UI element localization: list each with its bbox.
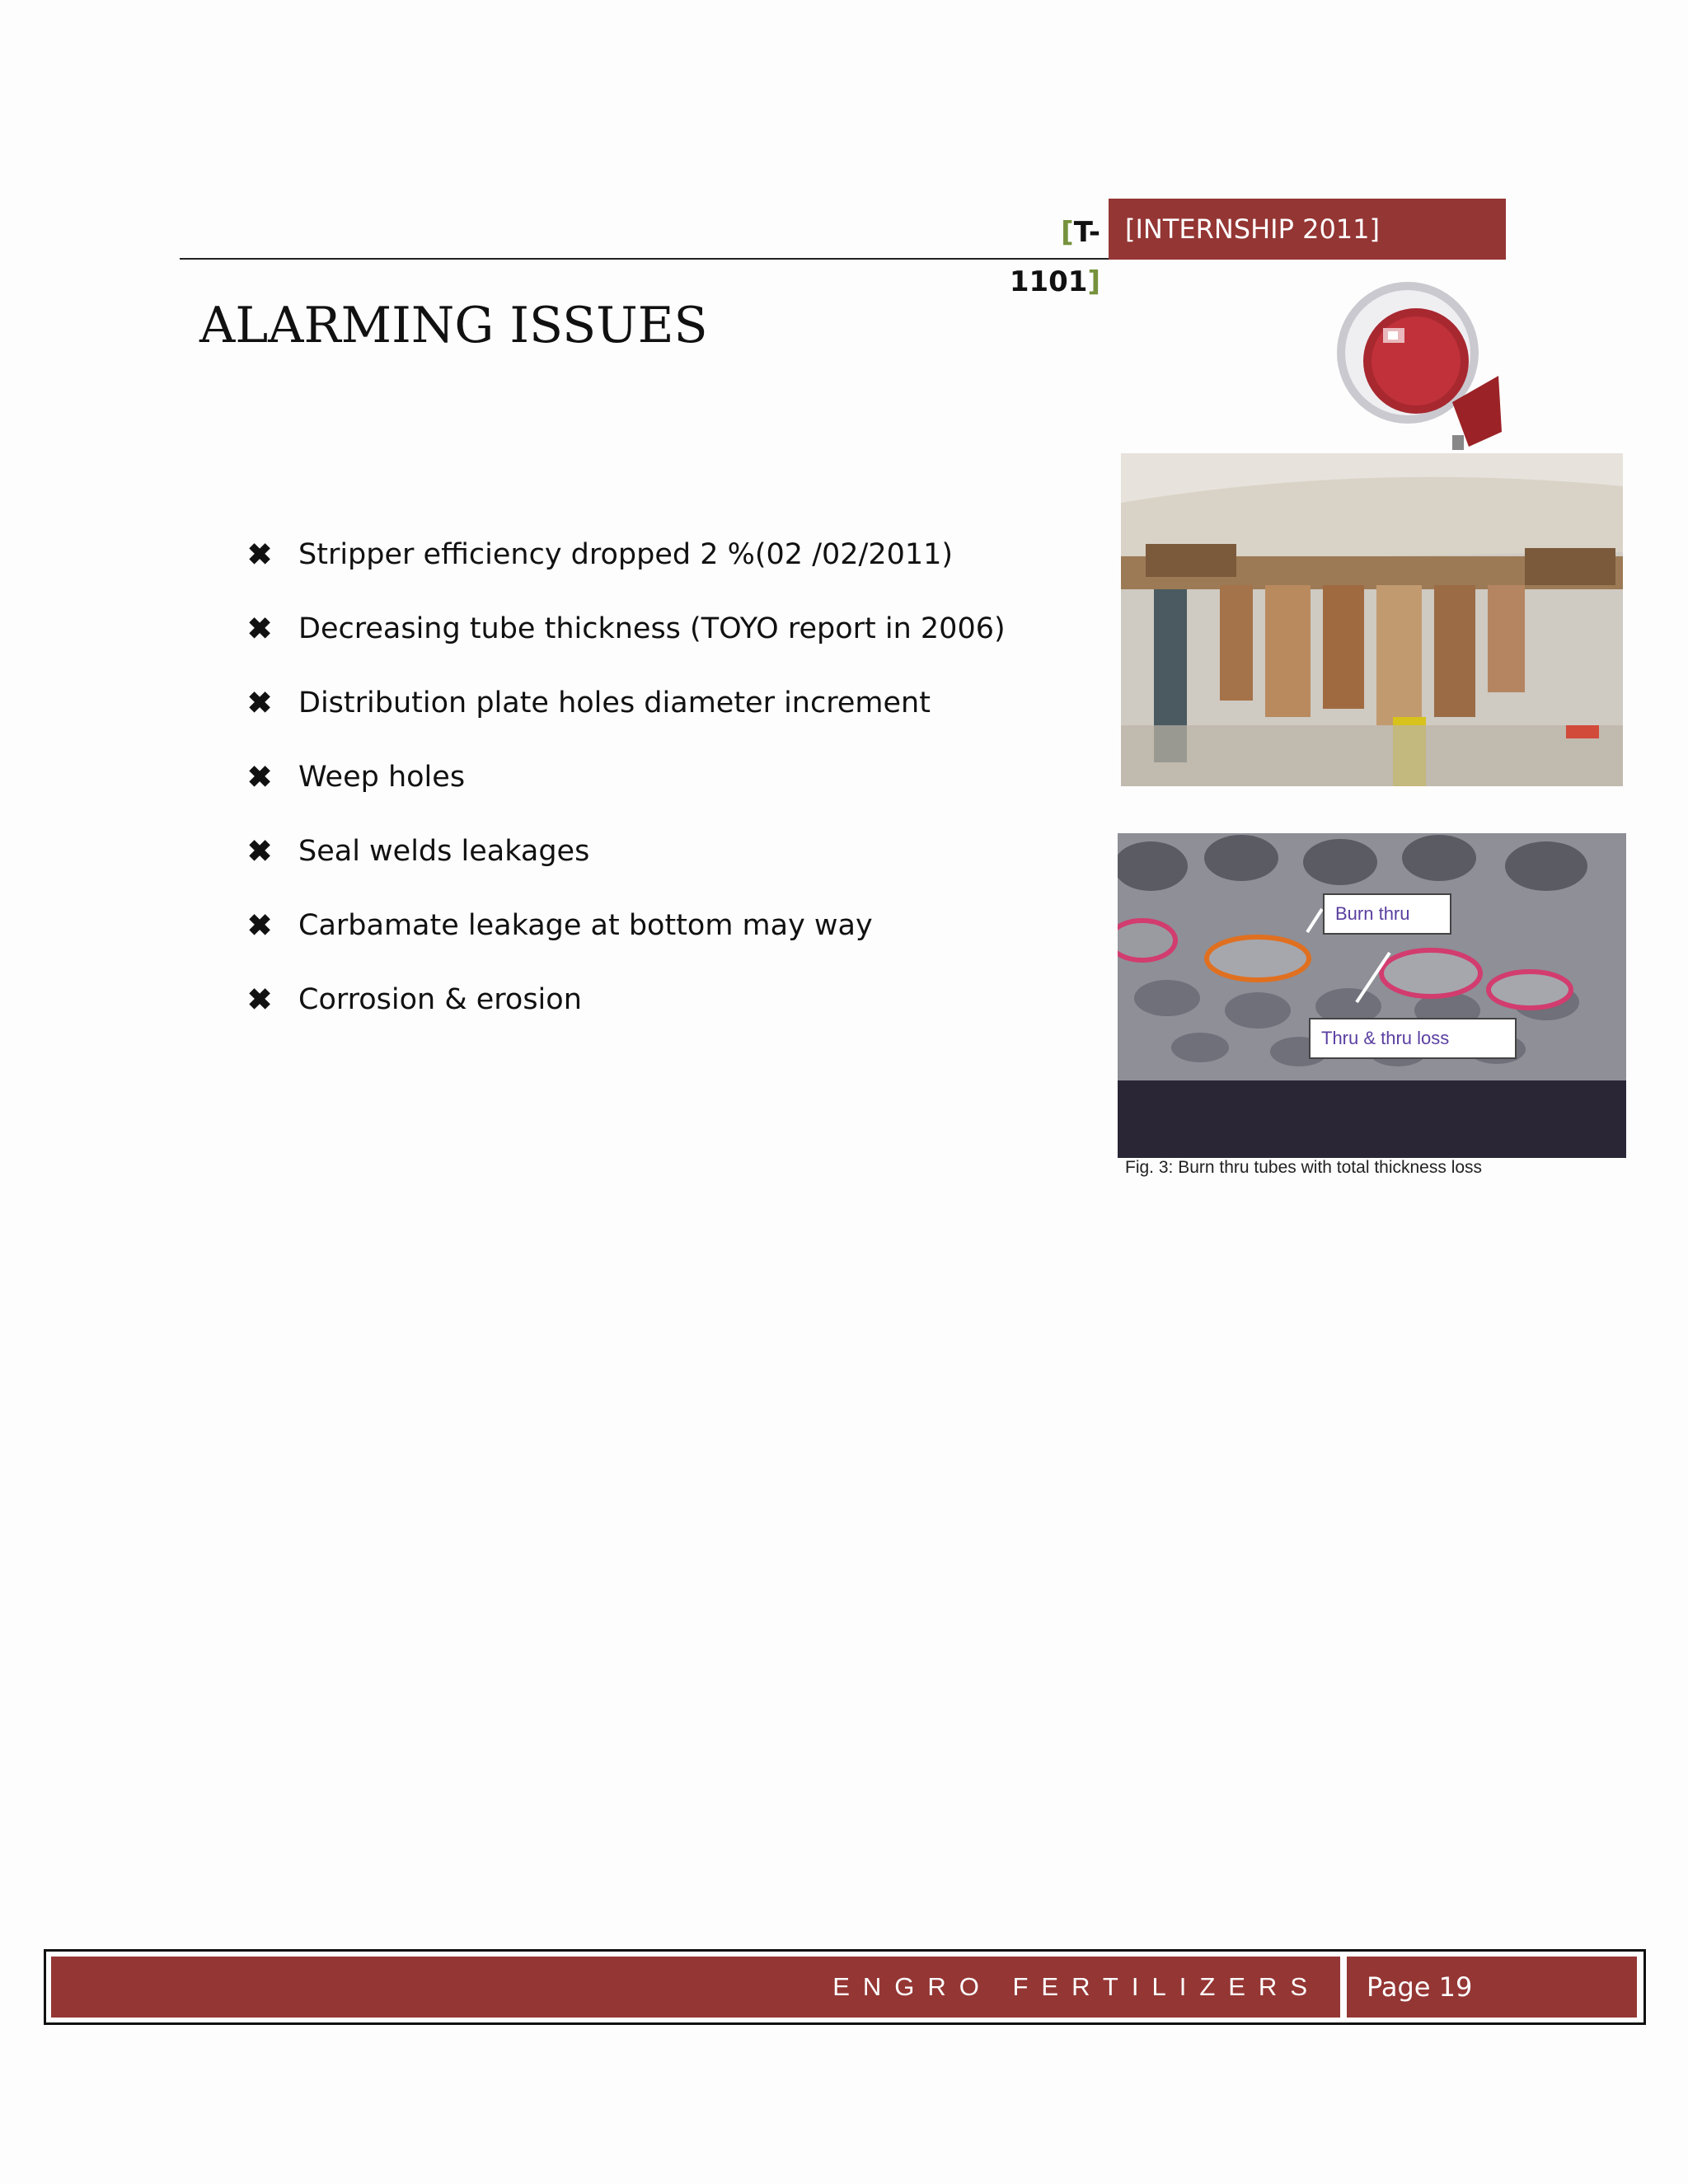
page-title: ALARMING ISSUES <box>199 297 708 354</box>
alarm-light-icon <box>1329 270 1507 453</box>
issues-list <box>247 518 1006 1037</box>
list-item <box>247 740 1006 814</box>
list-item <box>247 963 1006 1037</box>
list-item-text: Seal welds leakages <box>298 835 590 868</box>
header-tag: [INTERNSHIP 2011] <box>1109 199 1506 260</box>
list-item-text: Weep holes <box>298 761 466 794</box>
list-item-text: Decreasing tube thickness (TOYO report in 2006) <box>298 612 1006 645</box>
cross-icon: ✖ <box>247 686 273 719</box>
cross-icon: ✖ <box>247 834 273 868</box>
bracket-close: ] <box>1087 265 1100 298</box>
burn-thru-label: Burn thru <box>1335 903 1410 924</box>
list-item <box>247 814 1006 888</box>
cross-icon: ✖ <box>247 908 273 942</box>
figure-caption: Fig. 3: Burn thru tubes with total thickness loss <box>1125 1158 1483 1177</box>
document-code-text: T-1101 <box>1009 216 1100 298</box>
cross-icon: ✖ <box>247 537 273 571</box>
list-item-text: Stripper efficiency dropped 2 %(02 /02/2011) <box>298 538 954 571</box>
thru-loss-label: Thru & thru loss <box>1321 1028 1450 1048</box>
cross-icon: ✖ <box>247 982 273 1016</box>
cross-icon: ✖ <box>247 760 273 794</box>
list-item <box>247 518 1006 592</box>
corroded-stripper-photo <box>1121 453 1623 786</box>
list-item <box>247 888 1006 963</box>
list-item-text: Carbamate leakage at bottom may way <box>298 909 873 942</box>
list-item-text: Corrosion & erosion <box>298 983 582 1016</box>
cross-icon: ✖ <box>247 612 273 645</box>
burn-thru-tubes-photo <box>1118 833 1626 1158</box>
list-item <box>247 666 1006 740</box>
document-code <box>973 208 1100 298</box>
footer-company: ENGRO FERTILIZERS <box>832 1972 1320 2001</box>
bracket-open: [ <box>1061 216 1074 249</box>
list-item-text: Distribution plate holes diameter increment <box>298 687 931 719</box>
header-rule <box>180 258 1109 260</box>
list-item <box>247 592 1006 666</box>
page-number: Page 19 <box>1347 1957 1637 2018</box>
